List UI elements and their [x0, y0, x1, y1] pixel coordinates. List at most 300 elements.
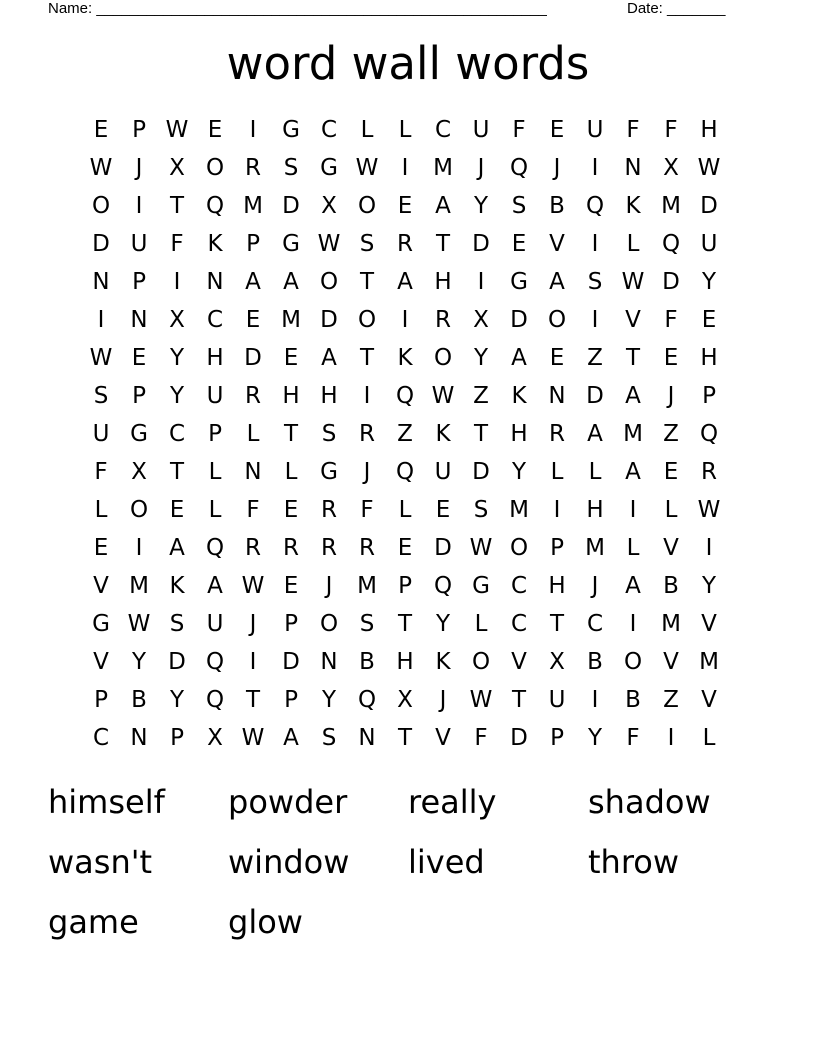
word-list-item: window	[228, 843, 350, 881]
grid-letter: A	[625, 459, 641, 485]
grid-letter: C	[206, 307, 224, 333]
grid-letter: I	[249, 649, 257, 675]
grid-letter: E	[131, 345, 147, 371]
grid-letter: K	[511, 383, 527, 409]
grid-letter: H	[586, 497, 604, 523]
grid-letter: A	[245, 269, 261, 295]
grid-letter: Y	[169, 345, 185, 371]
word-list-item: glow	[228, 903, 303, 941]
grid-letter: A	[435, 193, 451, 219]
grid-letter: M	[243, 193, 263, 219]
grid-letter: P	[550, 725, 564, 751]
grid-letter: F	[626, 725, 640, 751]
date-field-label: Date: _______	[627, 0, 726, 17]
grid-letter: C	[510, 573, 528, 599]
grid-letter: I	[401, 307, 409, 333]
grid-letter: P	[94, 687, 108, 713]
grid-letter: N	[358, 725, 376, 751]
grid-letter: W	[469, 535, 493, 561]
grid-letter: H	[206, 345, 224, 371]
grid-letter: F	[246, 497, 260, 523]
grid-letter: L	[208, 497, 222, 523]
grid-letter: A	[549, 269, 565, 295]
grid-letter: M	[623, 421, 643, 447]
grid-letter: N	[130, 307, 148, 333]
grid-letter: V	[701, 687, 717, 713]
grid-letter: L	[702, 725, 716, 751]
grid-letter: F	[170, 231, 184, 257]
grid-letter: D	[662, 269, 680, 295]
grid-letter: U	[206, 383, 224, 409]
grid-letter: H	[510, 421, 528, 447]
grid-letter: E	[245, 307, 261, 333]
grid-letter: E	[549, 117, 565, 143]
grid-letter: S	[169, 611, 185, 637]
grid-letter: O	[623, 649, 643, 675]
grid-letter: I	[629, 497, 637, 523]
word-list-item: powder	[228, 783, 348, 821]
grid-letter: A	[169, 535, 185, 561]
grid-letter: E	[169, 497, 185, 523]
grid-letter: X	[169, 307, 185, 333]
grid-letter: Z	[587, 345, 603, 371]
grid-letter: V	[663, 535, 679, 561]
grid-letter: W	[355, 155, 379, 181]
grid-letter: N	[92, 269, 110, 295]
grid-letter: R	[245, 383, 261, 409]
grid-letter: I	[591, 687, 599, 713]
grid-letter: Q	[205, 649, 225, 675]
grid-letter: P	[702, 383, 716, 409]
grid-letter: T	[169, 193, 185, 219]
grid-letter: T	[245, 687, 261, 713]
grid-letter: W	[241, 725, 265, 751]
grid-letter: E	[663, 345, 679, 371]
grid-letter: W	[89, 345, 113, 371]
grid-letter: Y	[435, 611, 451, 637]
grid-letter: R	[245, 535, 261, 561]
grid-letter: S	[473, 497, 489, 523]
grid-letter: Q	[509, 155, 529, 181]
grid-letter: W	[165, 117, 189, 143]
grid-letter: L	[94, 497, 108, 523]
grid-letter: Y	[587, 725, 603, 751]
grid-letter: K	[625, 193, 641, 219]
grid-letter: M	[357, 573, 377, 599]
grid-letter: E	[701, 307, 717, 333]
grid-letter: L	[626, 231, 640, 257]
grid-letter: O	[509, 535, 529, 561]
grid-letter: R	[321, 535, 337, 561]
grid-letter: V	[511, 649, 527, 675]
grid-letter: F	[664, 117, 678, 143]
grid-letter: L	[588, 459, 602, 485]
grid-letter: A	[587, 421, 603, 447]
grid-letter: X	[397, 687, 413, 713]
grid-letter: B	[625, 687, 641, 713]
grid-letter: X	[663, 155, 679, 181]
grid-letter: L	[398, 117, 412, 143]
grid-letter: B	[359, 649, 375, 675]
grid-letter: M	[661, 611, 681, 637]
page-title: word wall words	[226, 37, 590, 90]
grid-letter: Q	[699, 421, 719, 447]
grid-letter: P	[398, 573, 412, 599]
grid-letter: V	[93, 573, 109, 599]
grid-letter: K	[435, 421, 451, 447]
grid-letter: L	[246, 421, 260, 447]
grid-letter: H	[700, 345, 718, 371]
grid-letter: Q	[205, 535, 225, 561]
grid-letter: E	[549, 345, 565, 371]
grid-letter: Y	[701, 269, 717, 295]
grid-letter: E	[93, 117, 109, 143]
grid-letter: I	[667, 725, 675, 751]
grid-letter: X	[473, 307, 489, 333]
grid-letter: I	[135, 193, 143, 219]
grid-letter: D	[282, 649, 300, 675]
grid-letter: V	[549, 231, 565, 257]
grid-letter: I	[591, 155, 599, 181]
grid-letter: D	[586, 383, 604, 409]
grid-letter: F	[664, 307, 678, 333]
grid-letter: I	[705, 535, 713, 561]
grid-letter: J	[553, 155, 561, 181]
grid-letter: E	[511, 231, 527, 257]
grid-letter: S	[511, 193, 527, 219]
grid-letter: W	[697, 497, 721, 523]
grid-letter: I	[477, 269, 485, 295]
grid-letter: D	[244, 345, 262, 371]
grid-letter: M	[699, 649, 719, 675]
grid-letter: A	[397, 269, 413, 295]
grid-letter: X	[321, 193, 337, 219]
grid-letter: P	[132, 117, 146, 143]
grid-letter: Z	[473, 383, 489, 409]
grid-letter: O	[319, 269, 339, 295]
grid-letter: I	[591, 231, 599, 257]
grid-letter: M	[281, 307, 301, 333]
grid-letter: R	[435, 307, 451, 333]
grid-letter: U	[434, 459, 452, 485]
grid-letter: M	[433, 155, 453, 181]
grid-letter: P	[550, 535, 564, 561]
grid-letter: W	[431, 383, 455, 409]
word-list-item: lived	[408, 843, 485, 881]
grid-letter: C	[510, 611, 528, 637]
grid-letter: E	[283, 345, 299, 371]
grid-letter: R	[283, 535, 299, 561]
grid-letter: H	[320, 383, 338, 409]
grid-letter: L	[284, 459, 298, 485]
grid-letter: Y	[321, 687, 337, 713]
grid-letter: U	[586, 117, 604, 143]
grid-letter: C	[320, 117, 338, 143]
grid-letter: N	[206, 269, 224, 295]
grid-letter: J	[439, 687, 447, 713]
grid-letter: G	[320, 155, 338, 181]
grid-letter: F	[94, 459, 108, 485]
grid-letter: O	[91, 193, 111, 219]
grid-letter: N	[130, 725, 148, 751]
grid-letter: M	[585, 535, 605, 561]
grid-letter: J	[325, 573, 333, 599]
grid-letter: N	[548, 383, 566, 409]
grid-letter: C	[586, 611, 604, 637]
grid-letter: X	[549, 649, 565, 675]
grid-letter: A	[283, 725, 299, 751]
grid-letter: T	[397, 611, 413, 637]
grid-letter: D	[92, 231, 110, 257]
grid-letter: Y	[473, 345, 489, 371]
grid-letter: S	[359, 611, 375, 637]
grid-letter: D	[282, 193, 300, 219]
grid-letter: W	[89, 155, 113, 181]
word-list-item: game	[48, 903, 139, 941]
grid-letter: V	[93, 649, 109, 675]
grid-letter: G	[130, 421, 148, 447]
grid-letter: E	[207, 117, 223, 143]
grid-letter: O	[433, 345, 453, 371]
grid-letter: M	[661, 193, 681, 219]
grid-letter: P	[170, 725, 184, 751]
grid-letter: E	[93, 535, 109, 561]
grid-letter: L	[474, 611, 488, 637]
grid-letter: N	[244, 459, 262, 485]
grid-letter: F	[512, 117, 526, 143]
grid-letter: R	[397, 231, 413, 257]
grid-letter: P	[132, 269, 146, 295]
grid-letter: E	[397, 535, 413, 561]
grid-letter: F	[626, 117, 640, 143]
grid-letter: D	[320, 307, 338, 333]
grid-letter: J	[477, 155, 485, 181]
grid-letter: S	[283, 155, 299, 181]
grid-letter: C	[434, 117, 452, 143]
word-list-item: shadow	[588, 783, 711, 821]
word-list	[48, 772, 768, 952]
grid-letter: H	[282, 383, 300, 409]
grid-letter: O	[129, 497, 149, 523]
grid-letter: T	[511, 687, 527, 713]
grid-letter: L	[208, 459, 222, 485]
grid-letter: T	[359, 345, 375, 371]
grid-letter: I	[249, 117, 257, 143]
grid-letter: Q	[661, 231, 681, 257]
grid-letter: Z	[397, 421, 413, 447]
grid-letter: K	[435, 649, 451, 675]
grid-letter: U	[206, 611, 224, 637]
grid-letter: Q	[205, 687, 225, 713]
grid-letter: I	[173, 269, 181, 295]
grid-letter: L	[398, 497, 412, 523]
grid-letter: G	[510, 269, 528, 295]
grid-letter: H	[548, 573, 566, 599]
grid-letter: C	[168, 421, 186, 447]
grid-letter: F	[360, 497, 374, 523]
grid-letter: T	[283, 421, 299, 447]
grid-letter: M	[509, 497, 529, 523]
grid-letter: R	[359, 421, 375, 447]
grid-letter: J	[249, 611, 257, 637]
grid-letter: B	[663, 573, 679, 599]
grid-letter: Z	[663, 687, 679, 713]
grid-letter: T	[169, 459, 185, 485]
grid-letter: U	[130, 231, 148, 257]
grid-letter: G	[282, 231, 300, 257]
grid-letter: G	[92, 611, 110, 637]
grid-letter: W	[697, 155, 721, 181]
grid-letter: K	[169, 573, 185, 599]
grid-letter: Y	[169, 687, 185, 713]
grid-letter: I	[629, 611, 637, 637]
grid-letter: E	[663, 459, 679, 485]
grid-letter: S	[93, 383, 109, 409]
grid-letter: B	[549, 193, 565, 219]
grid-letter: G	[282, 117, 300, 143]
grid-letter: P	[284, 611, 298, 637]
grid-letter: T	[397, 725, 413, 751]
grid-letter: D	[434, 535, 452, 561]
grid-letter: U	[472, 117, 490, 143]
grid-letter: J	[591, 573, 599, 599]
word-list-item: really	[408, 783, 497, 821]
grid-letter: T	[549, 611, 565, 637]
grid-letter: M	[129, 573, 149, 599]
grid-letter: X	[131, 459, 147, 485]
grid-letter: S	[587, 269, 603, 295]
grid-letter: X	[169, 155, 185, 181]
grid-letter: N	[624, 155, 642, 181]
grid-letter: I	[401, 155, 409, 181]
grid-letter: Y	[169, 383, 185, 409]
grid-letter: Q	[433, 573, 453, 599]
grid-letter: W	[241, 573, 265, 599]
grid-letter: Y	[701, 573, 717, 599]
grid-letter: I	[363, 383, 371, 409]
grid-letter: J	[667, 383, 675, 409]
grid-letter: E	[283, 497, 299, 523]
grid-letter: R	[321, 497, 337, 523]
grid-letter: W	[469, 687, 493, 713]
grid-letter: W	[127, 611, 151, 637]
grid-letter: O	[319, 611, 339, 637]
grid-letter: A	[321, 345, 337, 371]
grid-letter: Q	[395, 459, 415, 485]
grid-letter: K	[397, 345, 413, 371]
word-list-item: throw	[588, 843, 680, 881]
grid-letter: V	[435, 725, 451, 751]
grid-letter: Q	[585, 193, 605, 219]
grid-letter: J	[135, 155, 143, 181]
grid-letter: T	[435, 231, 451, 257]
grid-letter: W	[621, 269, 645, 295]
grid-letter: G	[472, 573, 490, 599]
grid-letter: Y	[131, 649, 147, 675]
grid-letter: S	[321, 725, 337, 751]
grid-letter: E	[435, 497, 451, 523]
grid-letter: Z	[663, 421, 679, 447]
grid-letter: T	[625, 345, 641, 371]
grid-letter: S	[321, 421, 337, 447]
grid-letter: S	[359, 231, 375, 257]
name-field-label: Name: ______________________________________________________	[48, 0, 547, 17]
grid-letter: X	[207, 725, 223, 751]
grid-letter: H	[434, 269, 452, 295]
grid-letter: I	[553, 497, 561, 523]
grid-letter: O	[471, 649, 491, 675]
grid-letter: B	[131, 687, 147, 713]
grid-letter: Q	[395, 383, 415, 409]
grid-letter: G	[320, 459, 338, 485]
grid-letter: L	[550, 459, 564, 485]
grid-letter: O	[547, 307, 567, 333]
grid-letter: U	[92, 421, 110, 447]
grid-letter: R	[359, 535, 375, 561]
grid-letter: A	[207, 573, 223, 599]
grid-letter: U	[700, 231, 718, 257]
grid-letter: K	[207, 231, 223, 257]
grid-letter: A	[511, 345, 527, 371]
grid-letter: L	[626, 535, 640, 561]
grid-letter: V	[701, 611, 717, 637]
grid-letter: L	[664, 497, 678, 523]
grid-letter: D	[700, 193, 718, 219]
grid-letter: W	[317, 231, 341, 257]
grid-letter: P	[246, 231, 260, 257]
grid-letter: E	[397, 193, 413, 219]
grid-letter: C	[92, 725, 110, 751]
grid-letter: P	[208, 421, 222, 447]
grid-letter: D	[510, 725, 528, 751]
grid-letter: I	[135, 535, 143, 561]
grid-letter: R	[245, 155, 261, 181]
grid-letter: V	[625, 307, 641, 333]
word-list-item: himself	[48, 783, 165, 821]
grid-letter: Y	[473, 193, 489, 219]
grid-letter: O	[357, 307, 377, 333]
grid-letter: N	[320, 649, 338, 675]
grid-letter: A	[283, 269, 299, 295]
grid-letter: I	[591, 307, 599, 333]
grid-letter: T	[473, 421, 489, 447]
grid-letter: Q	[205, 193, 225, 219]
grid-letter: L	[360, 117, 374, 143]
grid-letter: A	[625, 383, 641, 409]
grid-letter: F	[474, 725, 488, 751]
grid-letter: I	[97, 307, 105, 333]
header	[48, 0, 748, 22]
grid-letter: O	[205, 155, 225, 181]
grid-letter: D	[472, 231, 490, 257]
grid-letter: P	[284, 687, 298, 713]
grid-letter: Q	[357, 687, 377, 713]
grid-letter: D	[168, 649, 186, 675]
grid-letter: Y	[511, 459, 527, 485]
grid-letter: J	[363, 459, 371, 485]
grid-letter: E	[283, 573, 299, 599]
letter-grid	[82, 111, 728, 757]
grid-letter: D	[472, 459, 490, 485]
grid-letter: R	[549, 421, 565, 447]
grid-letter: U	[548, 687, 566, 713]
grid-letter: B	[587, 649, 603, 675]
grid-letter: A	[625, 573, 641, 599]
grid-letter: H	[700, 117, 718, 143]
grid-letter: H	[396, 649, 414, 675]
grid-letter: T	[359, 269, 375, 295]
word-list-item: wasn't	[48, 843, 153, 881]
